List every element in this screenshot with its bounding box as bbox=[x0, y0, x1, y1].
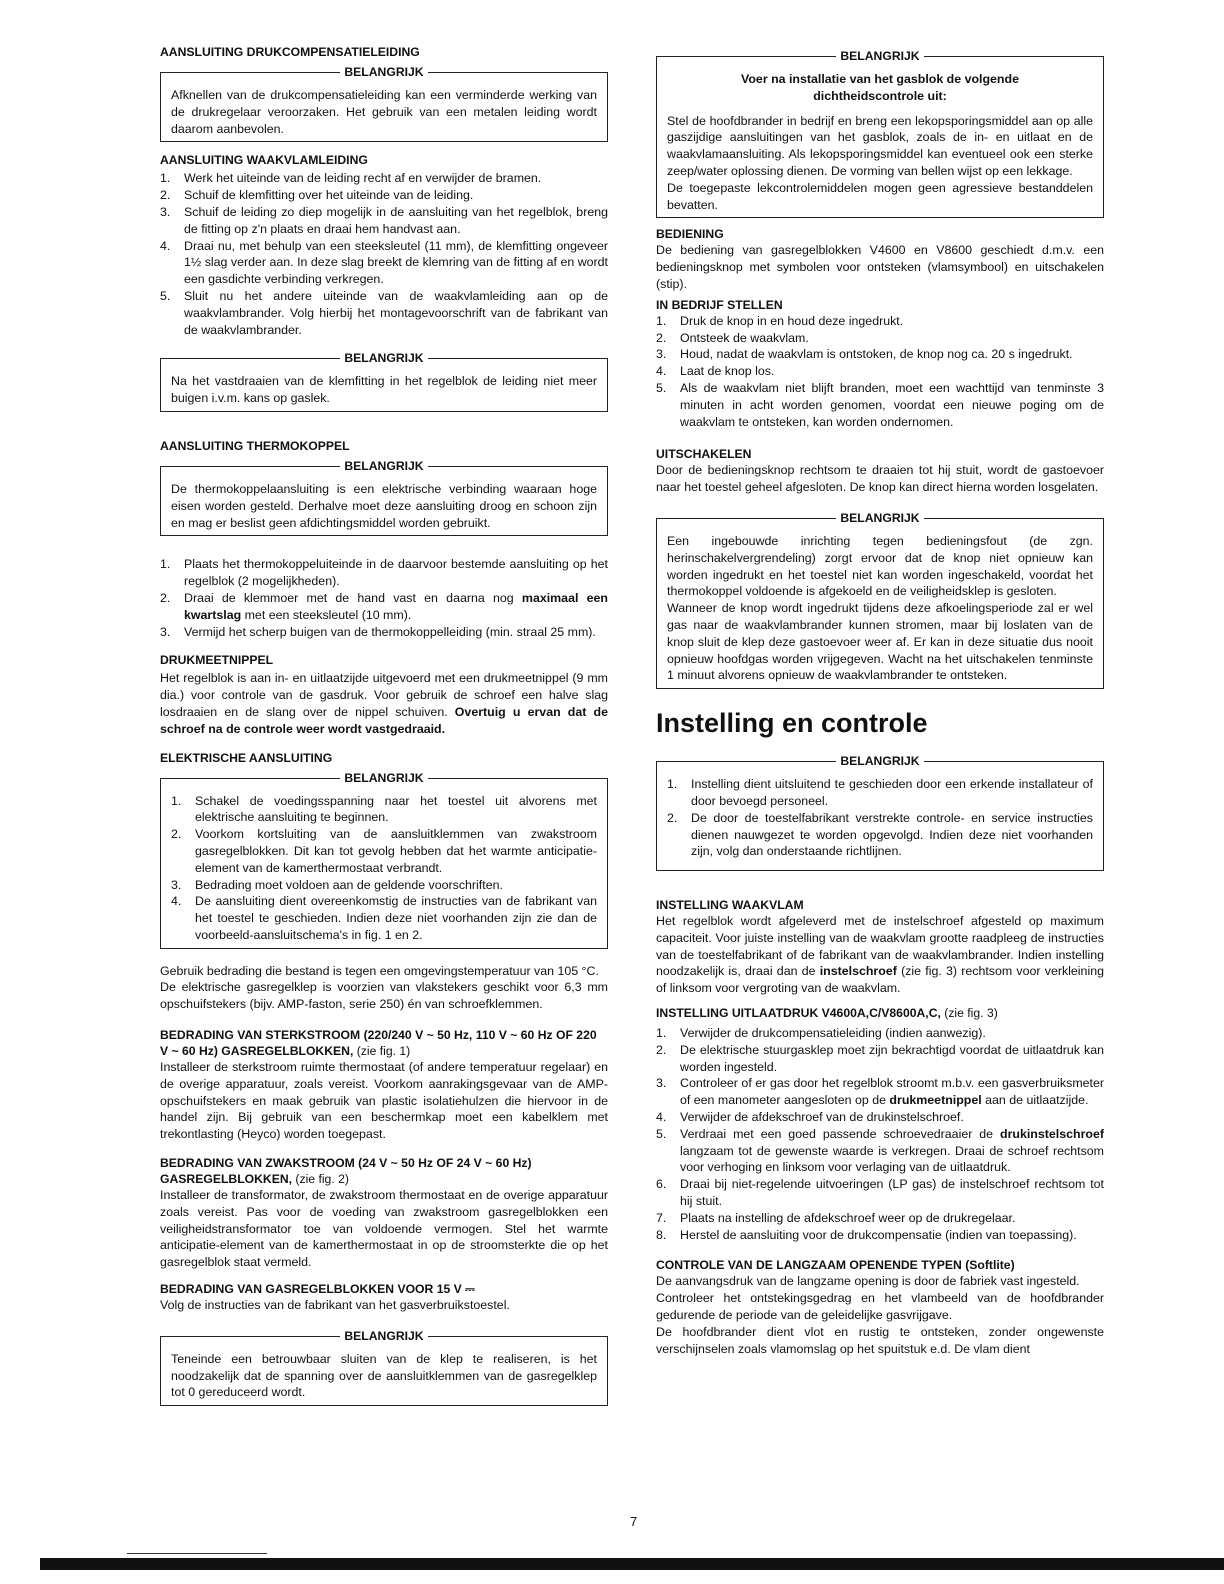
list-waakvlamleiding bbox=[160, 170, 608, 338]
important-text: Teneinde een betrouwbaar sluiten van de klep te realiseren, is het noodzakelijk dat de spanning over de aansluitklemmen van de gasregelklep tot 0 gereduceerd wordt. bbox=[171, 1351, 597, 1400]
section-title-thermokoppel: AANSLUITING THERMOKOPPEL bbox=[160, 438, 350, 453]
footer-bar bbox=[40, 1558, 1224, 1570]
important-label: BELANGRIJK bbox=[340, 771, 427, 785]
paragraph-temperatuur: Gebruik bedrading die bestand is tegen een omgevingstemperatuur van 105 °C. bbox=[160, 963, 599, 978]
section-title-in-bedrijf-stellen: IN BEDRIJF STELLEN bbox=[656, 297, 783, 312]
paragraph-softlite: Controleer het ontstekingsgedrag en het vlambeeld van de hoofdbrander gedurende de periode van de geleidelijke gasvrijgave. bbox=[656, 1291, 1104, 1323]
important-label: BELANGRIJK bbox=[340, 459, 427, 473]
left-column bbox=[160, 44, 608, 1406]
important-box-herinschakelvergrendeling bbox=[656, 510, 1104, 689]
list-item: 5. Verdraai met een goed passende schroevedraaier de drukinstelschroef langzaam tot de gewenste waarde is verkregen. Draai de schroef rechtsom voor verhoging en linksom voor verlaging van de uitlaatdruk. bbox=[656, 1126, 1104, 1175]
important-text: De thermokoppelaansluiting is een elektrische verbinding waaraan hoge eisen worden gesteld. Derhalve moet deze aansluiting droog en schoon zijn en mag er beslist geen afdichtingsmiddel worden gebruikt. bbox=[171, 481, 597, 530]
list-item: 2. Ontsteek de waakvlam. bbox=[656, 330, 809, 345]
list-item: 2. Draai de klemmoer met de hand vast en daarna nog maximaal een kwartslag met een steeksleutel (10 mm). bbox=[160, 590, 608, 622]
paragraph-softlite: De aanvangsdruk van de langzame opening is door de fabriek vast ingesteld. bbox=[656, 1274, 1080, 1289]
important-box-instelling bbox=[656, 754, 1104, 871]
important-box-elektrisch bbox=[160, 770, 608, 949]
list-uitlaatdruk bbox=[656, 1025, 1104, 1243]
important-text: Na het vastdraaien van de klemfitting in het regelblok de leiding niet meer buigen i.v.m. kans op gaslek. bbox=[171, 374, 597, 406]
list-item: 1. Schakel de voedingsspanning naar het toestel uit alvorens met elektrische aansluiting te beginnen. bbox=[171, 793, 597, 825]
paragraph-uitschakelen: Door de bedieningsknop rechtsom te draaien tot hij stuit, wordt de gastoevoer naar het toestel geheel afgesloten. De knop kan direct hierna worden losgelaten. bbox=[656, 463, 1104, 495]
section-title-sterkstroom: BEDRADING VAN STERKSTROOM (220/240 V ~ 50 Hz, 110 V ~ 60 Hz OF 220 V ~ 60 Hz) GASREGELBLOKKEN, (zie fig. 1) bbox=[160, 1028, 597, 1059]
list-item: 2. Schuif de klemfitting over het uiteinde van de leiding. bbox=[160, 188, 474, 203]
important-text: Wanneer de knop wordt ingedrukt tijdens deze afkoelingsperiode zal er wel gas naar de waakvlambrander kunnen stromen, maar bij loslaten van de knop sluit de klep deze gastoevoer weer af. Er kan in deze situatie dus nooit opnieuw hoofdgas worden vrijgegeven. Wacht na het uitschakelen tenminste 1 minuut alvorens opnieuw de waakvlambrander te ontsteken. bbox=[667, 601, 1093, 683]
important-box-dichtheidscontrole bbox=[656, 49, 1104, 218]
list-item: 6. Draai bij niet-regelende uitvoeringen (LP gas) de instelschroef rechtsom tot hij stuit. bbox=[656, 1177, 1104, 1209]
list-item: 1. Verwijder de drukcompensatieleiding (indien aanwezig). bbox=[656, 1026, 986, 1041]
important-text: Een ingebouwde inrichting tegen bedieningsfout (de zgn. herinschakelvergrendeling) zorgt ervoor dat de knop niet opnieuw kan worden ingedrukt en het toestel niet kan worden ingeschakeld, voordat het thermokoppel voldoende is afgekoeld en de veiligheidsklep is gesloten. bbox=[667, 533, 1093, 599]
section-title-drukmeetnippel: DRUKMEETNIPPEL bbox=[160, 653, 274, 668]
page-number: 7 bbox=[630, 1514, 638, 1529]
section-title-bediening: BEDIENING bbox=[656, 227, 724, 242]
section-title-softlite: CONTROLE VAN DE LANGZAAM OPENENDE TYPEN (Softlite) bbox=[656, 1258, 1015, 1273]
section-title-15v: BEDRADING VAN GASREGELBLOKKEN VOOR 15 V ⎓ bbox=[160, 1282, 475, 1297]
important-text: Afknellen van de drukcompensatieleiding kan een verminderde werking van de drukregelaar veroorzaken. Het gebruik van een metalen leiding wordt daarom aanbevolen. bbox=[171, 88, 597, 136]
list-instelling bbox=[667, 776, 1093, 860]
paragraph-softlite: De hoofdbrander dient vlot en rustig te ontsteken, zonder ongewenste verschijnselen zoals vlamomslag op het spuitstuk e.d. De vlam dient bbox=[656, 1324, 1104, 1356]
list-thermokoppel bbox=[160, 556, 608, 640]
section-title-uitschakelen: UITSCHAKELEN bbox=[656, 447, 752, 462]
page-title: Instelling en controle bbox=[656, 708, 928, 739]
list-item: 3. Schuif de leiding zo diep mogelijk in de aansluiting van het regelblok, breng de fitting op z'n plaats en draai hem handvast aan. bbox=[160, 204, 608, 236]
list-item: 8. Herstel de aansluiting voor de drukcompensatie (indien van toepassing). bbox=[656, 1227, 1077, 1242]
paragraph-zwakstroom: Installeer de transformator, de zwakstroom thermostaat en de overige apparatuur zoals vereist. Pas voor de voeding van zwakstroom gasregelblokken een veiligheidstransformator toe van voldoende vermogen. Stel het warmte anticipatie-element van de kamerthermostaat in op de stroomsterkte die op het gasregelblok staat vermeld. bbox=[160, 1188, 608, 1270]
list-item: 3. Houd, nadat de waakvlam is ontstoken, de knop nog ca. 20 s ingedrukt. bbox=[656, 347, 1073, 362]
list-item: 1. Plaats het thermokoppeluiteinde in de daarvoor bestemde aansluiting op het regelblok (2 mogelijkheden). bbox=[160, 557, 608, 589]
important-text: De toegepaste lekcontrolemiddelen mogen geen agressieve bestanddelen bevatten. bbox=[667, 180, 1093, 212]
section-title-drukcompensatieleiding: AANSLUITING DRUKCOMPENSATIELEIDING bbox=[160, 45, 420, 59]
important-box-klemfitting bbox=[160, 351, 608, 412]
important-label: BELANGRIJK bbox=[836, 49, 923, 63]
footer-rule bbox=[127, 1553, 267, 1554]
paragraph-instelling-waakvlam: Het regelblok wordt afgeleverd met de instelschroef afgesteld op maximum capaciteit. Voor juiste instelling van de waakvlam grootte raadpleeg de instructies van de toestelfabrikant of de fabrikant van de waakvlambrander. Indien instelling noodzakelijk is, draai dan de instelschroef (zie fig. 3) rechtsom voor verkleining of linksom voor vergroting van de waakvlam. bbox=[656, 914, 1104, 996]
section-title-zwakstroom: BEDRADING VAN ZWAKSTROOM (24 V ~ 50 Hz OF 24 V ~ 60 Hz) GASREGELBLOKKEN, (zie fig. 2) bbox=[160, 1156, 532, 1187]
important-label: BELANGRIJK bbox=[836, 511, 923, 525]
paragraph-drukmeetnippel: Het regelblok is aan in- en uitlaatzijde uitgevoerd met een drukmeetnippel (9 mm dia.) voor controle van de gasdruk. Voor gebruik de schroef een halve slag losdraaien en de slang over de nippel schuiven. Overtuig u ervan dat de schroef na de controle weer wordt vastgedraaid. bbox=[160, 671, 608, 736]
important-label: BELANGRIJK bbox=[340, 1329, 427, 1343]
important-label: BELANGRIJK bbox=[340, 351, 427, 365]
list-item: 2. De elektrische stuurgasklep moet zijn bekrachtigd voordat de uitlaatdruk kan worden ingesteld. bbox=[656, 1042, 1104, 1074]
list-item: 4. Draai nu, met behulp van een steeksleutel (11 mm), de klemfitting ongeveer 1½ slag verder aan. In deze slag breekt de klemring van de fitting af en wordt een gasdichte verbinding verkregen. bbox=[160, 238, 608, 287]
list-item: 3. Vermijd het scherp buigen van de thermokoppelleiding (min. straal 25 mm). bbox=[160, 624, 596, 639]
section-title-elektrische-aansluiting: ELEKTRISCHE AANSLUITING bbox=[160, 750, 333, 765]
list-in-bedrijf-stellen bbox=[656, 313, 1104, 431]
list-item: 5. Sluit nu het andere uiteinde van de waakvlamleiding aan op de waakvlambrander. Volg hierbij het montagevoorschrift van de fabrikant van de waakvlambrander. bbox=[160, 288, 608, 337]
important-box-thermokoppel bbox=[160, 458, 608, 536]
list-item: 3. Controleer of er gas door het regelblok stroomt m.b.v. een gasverbruiksmeter of een manometer aangesloten op de drukmeetnippel aan de uitlaatzijde. bbox=[656, 1076, 1104, 1108]
section-title-instelling-waakvlam: INSTELLING WAAKVLAM bbox=[656, 898, 804, 913]
list-item: 1. Werk het uiteinde van de leiding recht af en verwijder de bramen. bbox=[160, 171, 542, 186]
paragraph-sterkstroom: Installeer de sterkstroom ruimte thermostaat (of andere temperatuur regelaar) en de overige apparatuur, zoals vereist. Voorkom aanrakingsgevaar van de AMP-opschuifstekers en maak gebruik van plastic isolatiehulzen die hiervoor in de handel zijn. Bij gebruik van een beschermkap moet een kabelklem met trekontlasting (Heyco) worden toegepast. bbox=[160, 1060, 608, 1142]
paragraph-vlakstekers: De elektrische gasregelklep is voorzien van vlakstekers geschikt voor 6,3 mm opschuifstekers (bijv. AMP-faston, serie 250) én van schroefklemmen. bbox=[160, 980, 608, 1012]
important-heading: dichtheidscontrole uit: bbox=[813, 88, 947, 103]
list-item: 2. De door de toestelfabrikant verstrekte controle- en service instructies dienen nauwgezet te worden opgevolgd. Indien deze niet voorhanden zijn, volg dan onderstaande richtlijnen. bbox=[667, 810, 1093, 859]
right-column bbox=[656, 46, 1104, 1357]
list-item: 5. Als de waakvlam niet blijft branden, moet een wachttijd van tenminste 3 minuten in acht worden genomen, voordat een nieuwe poging om de waakvlam te ontsteken, kan worden ondernomen. bbox=[656, 380, 1104, 429]
list-item: 7. Plaats na instelling de afdekschroef weer op de drukregelaar. bbox=[656, 1210, 1016, 1225]
paragraph-15v: Volg de instructies van de fabrikant van het gasverbruikstoestel. bbox=[160, 1298, 510, 1313]
important-heading: Voer na installatie van het gasblok de volgende bbox=[741, 72, 1019, 86]
important-text: Stel de hoofdbrander in bedrijf en breng een lekopsporingsmiddel aan op alle gaszijdige aansluitingen van het gasblok, zoals de in- en uitlaat en de waakvlamaansluiting. Als lekopsporingsmiddel kan eventueel ook een sterke zeep/water oplossing dienen. De vorming van bellen wijst op een lekkage. bbox=[667, 113, 1093, 178]
list-item: 1. Instelling dient uitsluitend te geschieden door een erkende installateur of door bevoegd personeel. bbox=[667, 777, 1093, 808]
list-item: 4. Laat de knop los. bbox=[656, 364, 775, 379]
list-item: 4. De aansluiting dient overeenkomstig de instructies van de fabrikant van het toestel te geschieden. Indien deze niet voorhanden zijn zie dan de voorbeeld-aansluitschema's in fig. 1 en 2. bbox=[171, 894, 597, 942]
important-label: BELANGRIJK bbox=[836, 754, 923, 768]
section-title-uitlaatdruk: INSTELLING UITLAATDRUK V4600A,C/V8600A,C, (zie fig. 3) bbox=[656, 1006, 998, 1021]
important-box-drukcompensatie bbox=[160, 65, 608, 142]
paragraph-bediening: De bediening van gasregelblokken V4600 en V8600 geschiedt d.m.v. een bedieningsknop met symbolen voor ontsteken (vlamsymbool) en uitschakelen (stip). bbox=[656, 243, 1104, 291]
section-title-waakvlamleiding: AANSLUITING WAAKVLAMLEIDING bbox=[160, 153, 368, 168]
list-item: 2. Voorkom kortsluiting van de aansluitklemmen van zwakstroom gasregelblokken. Dit kan tot gevolg hebben dat het warmte anticipatie-element van de kamerthermostaat verbrandt. bbox=[171, 827, 597, 875]
important-label: BELANGRIJK bbox=[340, 65, 427, 79]
list-elektrisch bbox=[171, 793, 597, 944]
important-box-15v bbox=[160, 1328, 608, 1406]
list-item: 3. Bedrading moet voldoen aan de geldende voorschriften. bbox=[171, 877, 503, 892]
list-item: 1. Druk de knop in en houd deze ingedrukt. bbox=[656, 313, 904, 328]
list-item: 4. Verwijder de afdekschroef van de drukinstelschroef. bbox=[656, 1110, 964, 1125]
